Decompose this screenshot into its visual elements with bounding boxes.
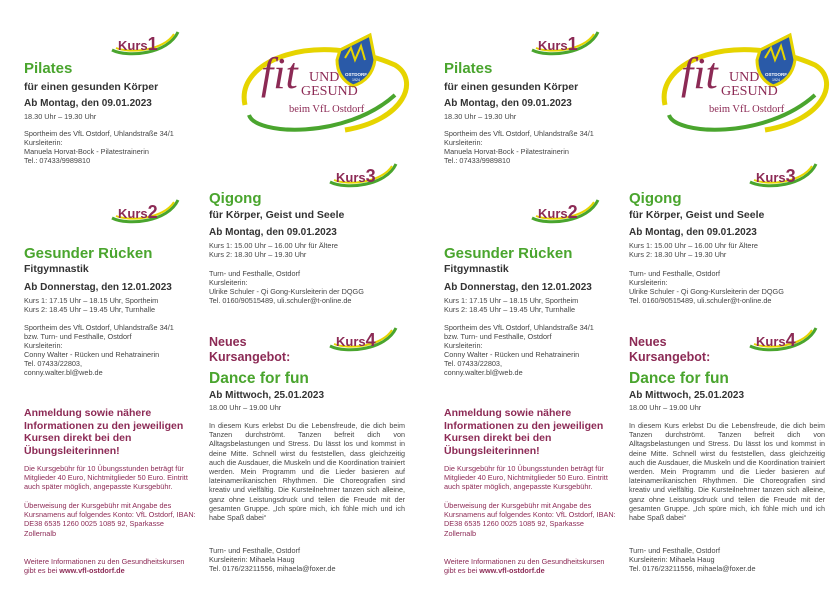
kurs4-date: Ab Mittwoch, 25.01.2023 <box>209 390 325 401</box>
kurs4-date: Ab Mittwoch, 25.01.2023 <box>629 390 745 401</box>
kurs2-subtitle: Fitgymnastik <box>444 263 509 275</box>
kurs1-badge: Kurs1 <box>108 28 176 58</box>
kurs3-badge: Kurs3 <box>746 160 814 190</box>
kurs4-time: 18.00 Uhr – 19.00 Uhr <box>629 403 702 412</box>
flyer-page-right <box>420 0 839 595</box>
fit-und-gesund-logo: OSTDORF 1924 fit UND GESUND beim VfL Ostdorf <box>225 20 415 145</box>
svg-text:OSTDORF: OSTDORF <box>345 72 367 77</box>
kurs4-badge: Kurs4 <box>326 324 394 354</box>
kurs2-details: Sportheim des VfL Ostdorf, Uhlandstraße 34/1 bzw. Turn- und Festhalle, Ostdorf Kursleiterin: Conny Walter - Rücken und Rehatrainerin Tel. 07433/22803, conny.walter.bl@web.de <box>24 323 174 377</box>
fee-info: Die Kursgebühr für 10 Übungsstunden beträgt für Mitglieder 40 Euro, Nichtmitglieder 50 Euro. Eintritt auch später möglich, angepasste Kursgebühr. <box>444 464 608 492</box>
registration-heading: Anmeldung sowie nähere Informationen zu den jeweiligen Kursen direkt bei den Übungsleiterinnen! <box>444 407 604 457</box>
kurs1-subtitle: für einen gesunden Körper <box>24 81 159 93</box>
kurs1-subtitle: für einen gesunden Körper <box>444 81 579 93</box>
kurs1-date: Ab Montag, den 09.01.2023 <box>24 98 152 109</box>
kurs3-title: Qigong <box>209 190 262 207</box>
kurs1-details: Sportheim des VfL Ostdorf, Uhlandstraße 34/1 Kursleiterin: Manuela Horvat-Bock - Pilatestrainerin Tel.: 07433/9989810 <box>444 129 594 165</box>
kurs1-date: Ab Montag, den 09.01.2023 <box>444 98 572 109</box>
kurs1-title: Pilates <box>444 60 493 77</box>
kurs4-announcement: Neues Kursangebot: <box>629 335 711 364</box>
kurs4-title: Dance for fun <box>629 370 729 387</box>
bank-info: Überweisung der Kursgebühr mit Angabe des Kursnamens auf folgendes Konto: VfL Ostdorf, IBAN: DE38 6535 1260 0025 1085 92, Sparkasse Zollernalb <box>24 501 196 538</box>
kurs3-date: Ab Montag, den 09.01.2023 <box>629 227 757 238</box>
kurs4-details: Turn- und Festhalle, Ostdorf Kursleiterin: Mihaela Haug Tel. 0176/23211556, mihaela@foxer.de <box>209 546 336 573</box>
kurs1-badge: Kurs1 <box>528 28 596 58</box>
kurs3-title: Qigong <box>629 190 682 207</box>
registration-heading: Anmeldung sowie nähere Informationen zu den jeweiligen Kursen direkt bei den Übungsleiterinnen! <box>24 407 184 457</box>
kurs2-details: Sportheim des VfL Ostdorf, Uhlandstraße 34/1 bzw. Turn- und Festhalle, Ostdorf Kursleiterin: Conny Walter - Rücken und Rehatrainerin Tel. 07433/22803, conny.walter.bl@web.de <box>444 323 594 377</box>
kurs1-time: 18.30 Uhr – 19.30 Uhr <box>24 112 97 121</box>
kurs3-times: Kurs 1: 15.00 Uhr – 16.00 Uhr für Ältere Kurs 2: 18.30 Uhr – 19.30 Uhr <box>629 241 758 259</box>
kurs3-times: Kurs 1: 15.00 Uhr – 16.00 Uhr für Ältere Kurs 2: 18.30 Uhr – 19.30 Uhr <box>209 241 338 259</box>
website-link[interactable]: www.vfl-ostdorf.de <box>59 566 125 576</box>
kurs2-title: Gesunder Rücken <box>24 245 153 262</box>
kurs3-badge: Kurs3 <box>326 160 394 190</box>
kurs3-date: Ab Montag, den 09.01.2023 <box>209 227 337 238</box>
kurs2-badge: Kurs2 <box>108 196 176 226</box>
kurs4-badge: Kurs4 <box>746 324 814 354</box>
kurs2-date: Ab Donnerstag, den 12.01.2023 <box>24 282 172 293</box>
kurs4-description: In diesem Kurs erlebst Du die Lebensfreude, die dich beim Tanzen durchströmt. Tanzen befreit dich von Alltagsbelastungen und Stress. Du lässt los und kommst in deine Mitte. Schnell wirst du feststellen, dass gleichzeitig auch die Ausdauer, die Muskeln und die Koordination trainiert werden. Mein Programm und die Lieder basieren auf lateinamerikanischen Rhythmen. Die Choreografien sind kreativ und vielfältig. Die Kursteilnehmer tanzen sich alleine, ganz ohne Leistungsdruck und teilen die Freude mit der gesamten Gruppe. „Ich spüre mich, ich fühle mich und ich habe Spaß dabei“ <box>209 421 405 523</box>
kurs2-times: Kurs 1: 17.15 Uhr – 18.15 Uhr, Sportheim Kurs 2: 18.45 Uhr – 19.45 Uhr, Turnhalle <box>444 296 579 314</box>
kurs2-title: Gesunder Rücken <box>444 245 573 262</box>
kurs4-description: In diesem Kurs erlebst Du die Lebensfreude, die dich beim Tanzen durchströmt. Tanzen befreit dich von Alltagsbelastungen und Stress. Du lässt los und kommst in deine Mitte. Schnell wirst du feststellen, dass gleichzeitig auch die Ausdauer, die Muskeln und die Koordination trainiert werden. Mein Programm und die Lieder basieren auf lateinamerikanischen Rhythmen. Die Choreografien sind kreativ und vielfältig. Die Kursteilnehmer tanzen sich alleine, ganz ohne Leistungsdruck und teilen die Freude mit der gesamten Gruppe. „Ich spüre mich, ich fühle mich und ich habe Spaß dabei“ <box>629 421 825 523</box>
web-info: Weitere Informationen zu den Gesundheitskursen gibt es bei www.vfl-ostdorf.de <box>24 557 185 576</box>
website-link[interactable]: www.vfl-ostdorf.de <box>479 566 545 576</box>
web-info: Weitere Informationen zu den Gesundheitskursen gibt es bei www.vfl-ostdorf.de <box>444 557 605 576</box>
kurs4-announcement: Neues Kursangebot: <box>209 335 291 364</box>
kurs3-subtitle: für Körper, Geist und Seele <box>629 209 765 221</box>
kurs1-time: 18.30 Uhr – 19.30 Uhr <box>444 112 517 121</box>
kurs2-subtitle: Fitgymnastik <box>24 263 89 275</box>
kurs2-times: Kurs 1: 17.15 Uhr – 18.15 Uhr, Sportheim Kurs 2: 18.45 Uhr – 19.45 Uhr, Turnhalle <box>24 296 159 314</box>
kurs2-date: Ab Donnerstag, den 12.01.2023 <box>444 282 592 293</box>
fit-und-gesund-logo: OSTDORF 1924 fit UND GESUND beim VfL Ostdorf <box>645 20 835 145</box>
svg-text:1924: 1924 <box>352 78 360 82</box>
flyer-page-left <box>0 0 419 595</box>
kurs3-details: Turn- und Festhalle, Ostdorf Kursleiterin: Ulrike Schuler - Qi Gong-Kursleiterin der DQGG Tel. 0160/90515489, uli.schuler@t-online.de <box>209 269 364 305</box>
svg-text:OSTDORF: OSTDORF <box>765 72 787 77</box>
kurs2-badge: Kurs2 <box>528 196 596 226</box>
kurs4-details: Turn- und Festhalle, Ostdorf Kursleiterin: Mihaela Haug Tel. 0176/23211556, mihaela@foxer.de <box>629 546 756 573</box>
kurs1-title: Pilates <box>24 60 73 77</box>
fee-info: Die Kursgebühr für 10 Übungsstunden beträgt für Mitglieder 40 Euro, Nichtmitglieder 50 Euro. Eintritt auch später möglich, angepasste Kursgebühr. <box>24 464 188 492</box>
bank-info: Überweisung der Kursgebühr mit Angabe des Kursnamens auf folgendes Konto: VfL Ostdorf, IBAN: DE38 6535 1260 0025 1085 92, Sparkasse Zollernalb <box>444 501 616 538</box>
svg-text:1924: 1924 <box>772 78 780 82</box>
kurs3-subtitle: für Körper, Geist und Seele <box>209 209 345 221</box>
kurs3-details: Turn- und Festhalle, Ostdorf Kursleiterin: Ulrike Schuler - Qi Gong-Kursleiterin der DQGG Tel. 0160/90515489, uli.schuler@t-online.de <box>629 269 784 305</box>
kurs1-details: Sportheim des VfL Ostdorf, Uhlandstraße 34/1 Kursleiterin: Manuela Horvat-Bock - Pilatestrainerin Tel.: 07433/9989810 <box>24 129 174 165</box>
kurs4-title: Dance for fun <box>209 370 309 387</box>
kurs4-time: 18.00 Uhr – 19.00 Uhr <box>209 403 282 412</box>
